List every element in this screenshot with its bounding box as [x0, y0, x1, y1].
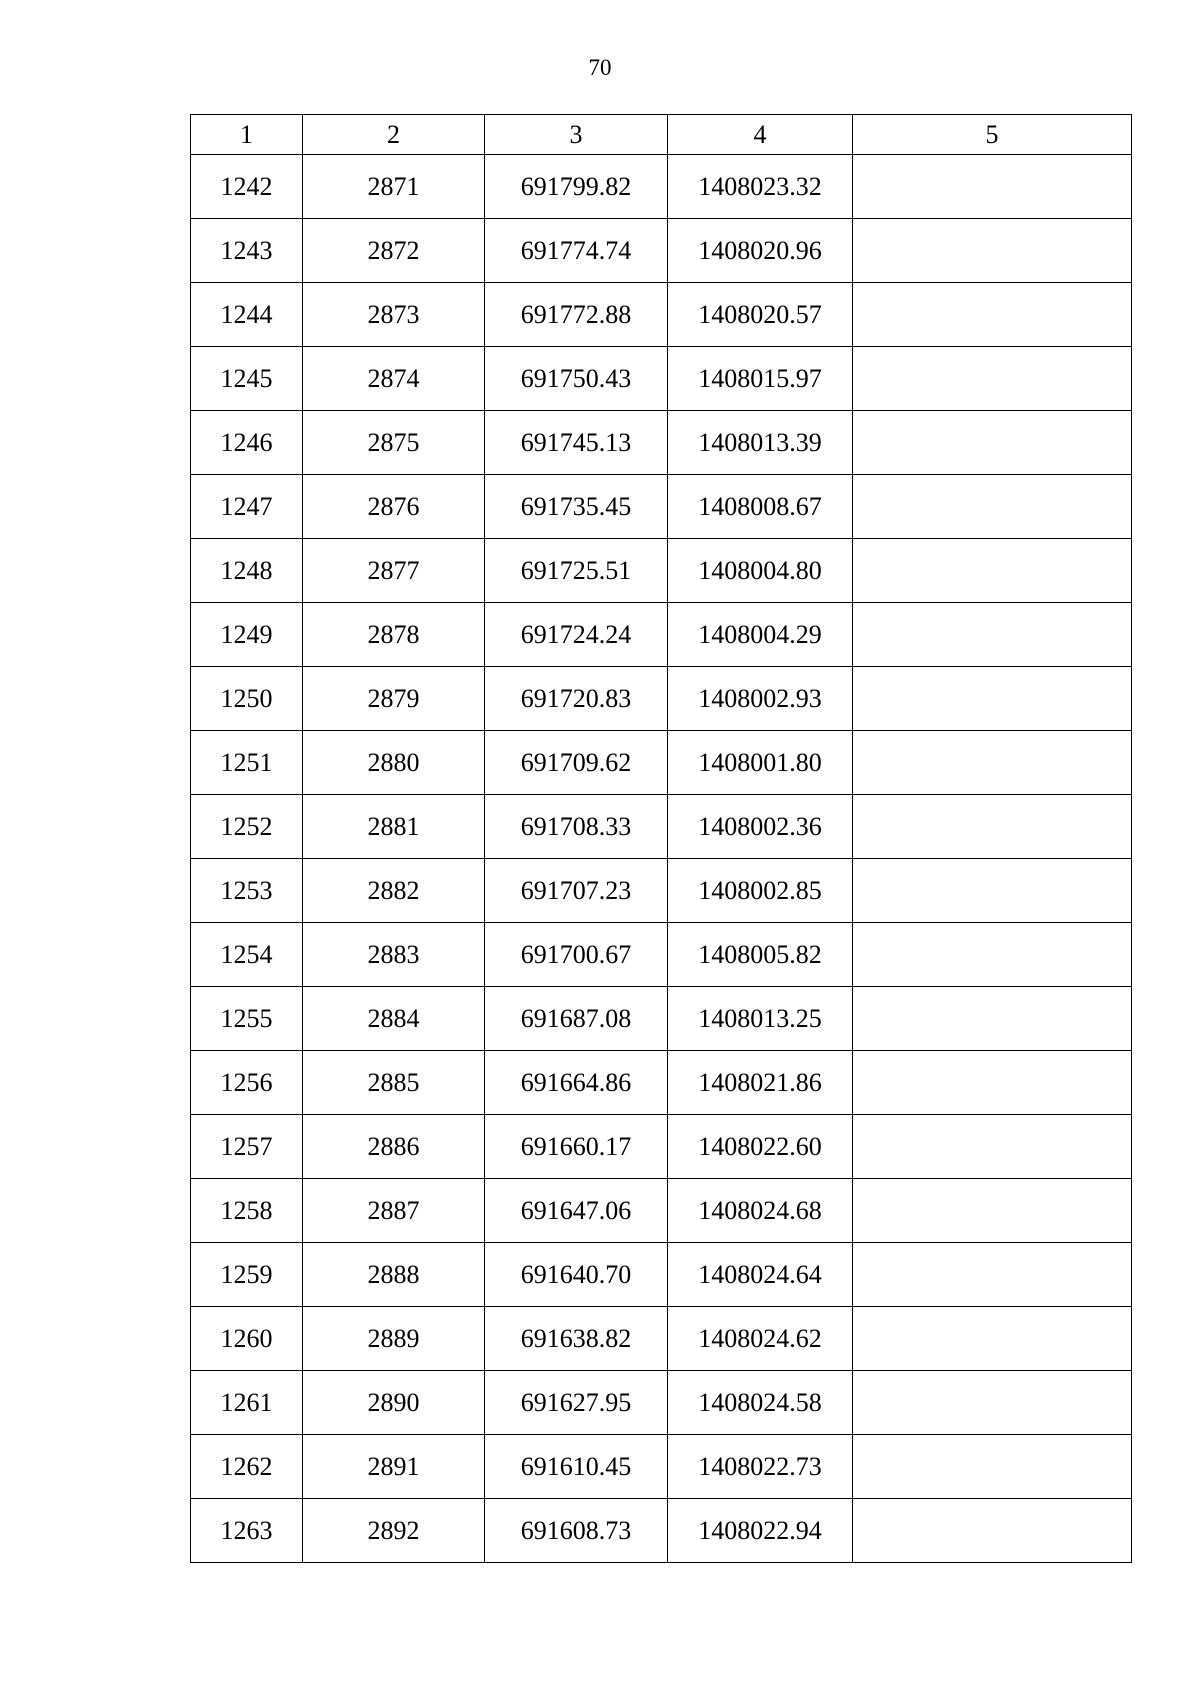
table-cell: 2879: [303, 667, 485, 731]
table-row: [191, 347, 1132, 411]
table-cell: 691720.83: [485, 667, 668, 731]
table-cell: 691745.13: [485, 411, 668, 475]
table-cell: 1408008.67: [668, 475, 853, 539]
table-cell: 1244: [191, 283, 303, 347]
table-cell: 1248: [191, 539, 303, 603]
table-cell: 691708.33: [485, 795, 668, 859]
table-row: [191, 731, 1132, 795]
table-cell: 691774.74: [485, 219, 668, 283]
table-cell: 1408015.97: [668, 347, 853, 411]
table-cell: 1255: [191, 987, 303, 1051]
column-header: 2: [303, 115, 485, 155]
table-cell: 1408021.86: [668, 1051, 853, 1115]
table-cell: 1253: [191, 859, 303, 923]
table-row: [191, 475, 1132, 539]
table-row: [191, 283, 1132, 347]
table-cell: [853, 1435, 1132, 1499]
table-cell: 1408004.29: [668, 603, 853, 667]
table-cell: 1408022.60: [668, 1115, 853, 1179]
table-cell: 1408002.36: [668, 795, 853, 859]
table-cell: [853, 987, 1132, 1051]
table-cell: 691772.88: [485, 283, 668, 347]
table-cell: 1408022.94: [668, 1499, 853, 1563]
table-cell: 1408024.58: [668, 1371, 853, 1435]
table-cell: 2884: [303, 987, 485, 1051]
table-cell: 1243: [191, 219, 303, 283]
table-cell: 1408024.62: [668, 1307, 853, 1371]
table-cell: 2877: [303, 539, 485, 603]
table-cell: 1408001.80: [668, 731, 853, 795]
table-cell: 1408020.57: [668, 283, 853, 347]
table-cell: 1408013.39: [668, 411, 853, 475]
table-row: [191, 603, 1132, 667]
table-cell: 691638.82: [485, 1307, 668, 1371]
table-cell: 2871: [303, 155, 485, 219]
table-cell: 1245: [191, 347, 303, 411]
table-row: [191, 1435, 1132, 1499]
table-cell: 691724.24: [485, 603, 668, 667]
table-cell: 2883: [303, 923, 485, 987]
table-header-row: [191, 115, 1132, 155]
table-cell: 691647.06: [485, 1179, 668, 1243]
table-row: [191, 155, 1132, 219]
table-cell: 2892: [303, 1499, 485, 1563]
table-cell: 1408024.68: [668, 1179, 853, 1243]
table-cell: 1408002.85: [668, 859, 853, 923]
table-row: [191, 923, 1132, 987]
table-cell: 1247: [191, 475, 303, 539]
table-cell: [853, 155, 1132, 219]
table-cell: 691687.08: [485, 987, 668, 1051]
table-cell: 1260: [191, 1307, 303, 1371]
table-row: [191, 667, 1132, 731]
table-cell: 691735.45: [485, 475, 668, 539]
table-cell: 2876: [303, 475, 485, 539]
table-cell: 1408022.73: [668, 1435, 853, 1499]
table-cell: 1246: [191, 411, 303, 475]
table-cell: 691799.82: [485, 155, 668, 219]
table-cell: 691750.43: [485, 347, 668, 411]
table-cell: 691627.95: [485, 1371, 668, 1435]
table-row: [191, 1115, 1132, 1179]
table-row: [191, 859, 1132, 923]
table-cell: 2878: [303, 603, 485, 667]
table-cell: 1259: [191, 1243, 303, 1307]
table-cell: 1242: [191, 155, 303, 219]
table-cell: [853, 1243, 1132, 1307]
table-cell: [853, 475, 1132, 539]
table-cell: 2875: [303, 411, 485, 475]
table-cell: [853, 859, 1132, 923]
table-cell: 691700.67: [485, 923, 668, 987]
table-row: [191, 1051, 1132, 1115]
table-cell: [853, 1179, 1132, 1243]
table-cell: 2889: [303, 1307, 485, 1371]
table-cell: [853, 539, 1132, 603]
table-cell: 1408023.32: [668, 155, 853, 219]
table-cell: 1249: [191, 603, 303, 667]
table-row: [191, 411, 1132, 475]
column-header: 3: [485, 115, 668, 155]
table-row: [191, 795, 1132, 859]
table-row: [191, 987, 1132, 1051]
table-cell: 1254: [191, 923, 303, 987]
table-cell: 691660.17: [485, 1115, 668, 1179]
table-cell: 691640.70: [485, 1243, 668, 1307]
table-cell: 691664.86: [485, 1051, 668, 1115]
table-cell: 1408013.25: [668, 987, 853, 1051]
table-cell: 691610.45: [485, 1435, 668, 1499]
table-cell: [853, 667, 1132, 731]
table-cell: 1261: [191, 1371, 303, 1435]
table-body: [191, 155, 1132, 1563]
table-cell: [853, 347, 1132, 411]
table-cell: 1263: [191, 1499, 303, 1563]
table-cell: 1408020.96: [668, 219, 853, 283]
table-cell: [853, 795, 1132, 859]
table-row: [191, 219, 1132, 283]
table-cell: 1408002.93: [668, 667, 853, 731]
table-cell: [853, 411, 1132, 475]
table-cell: 691709.62: [485, 731, 668, 795]
table-cell: 691608.73: [485, 1499, 668, 1563]
table-row: [191, 1243, 1132, 1307]
table-cell: 2887: [303, 1179, 485, 1243]
table-cell: 2890: [303, 1371, 485, 1435]
table-cell: 1251: [191, 731, 303, 795]
table-cell: 691707.23: [485, 859, 668, 923]
table-cell: 1252: [191, 795, 303, 859]
table-row: [191, 1499, 1132, 1563]
table-row: [191, 1307, 1132, 1371]
table-row: [191, 539, 1132, 603]
table-cell: 1257: [191, 1115, 303, 1179]
coordinates-table: [190, 114, 1132, 1563]
table-cell: [853, 1051, 1132, 1115]
table-cell: 2881: [303, 795, 485, 859]
table-cell: [853, 1115, 1132, 1179]
table-cell: [853, 219, 1132, 283]
table-cell: [853, 923, 1132, 987]
table-cell: 1250: [191, 667, 303, 731]
table-cell: 2880: [303, 731, 485, 795]
column-header: 1: [191, 115, 303, 155]
table-cell: 2885: [303, 1051, 485, 1115]
page-number: 70: [588, 55, 612, 80]
column-header: 4: [668, 115, 853, 155]
table-cell: 1256: [191, 1051, 303, 1115]
table-cell: 2891: [303, 1435, 485, 1499]
table-cell: 1408005.82: [668, 923, 853, 987]
table-cell: [853, 731, 1132, 795]
table-cell: [853, 1307, 1132, 1371]
table-cell: 1262: [191, 1435, 303, 1499]
column-header: 5: [853, 115, 1132, 155]
table-cell: [853, 603, 1132, 667]
table-cell: [853, 1499, 1132, 1563]
table-cell: 691725.51: [485, 539, 668, 603]
table-cell: 2882: [303, 859, 485, 923]
table-cell: 1408024.64: [668, 1243, 853, 1307]
table-cell: 2872: [303, 219, 485, 283]
table-cell: 2874: [303, 347, 485, 411]
table-cell: 2888: [303, 1243, 485, 1307]
table-cell: 2886: [303, 1115, 485, 1179]
table-row: [191, 1179, 1132, 1243]
table-cell: [853, 1371, 1132, 1435]
table-cell: 2873: [303, 283, 485, 347]
table-cell: 1258: [191, 1179, 303, 1243]
table-cell: 1408004.80: [668, 539, 853, 603]
table-cell: [853, 283, 1132, 347]
table-row: [191, 1371, 1132, 1435]
